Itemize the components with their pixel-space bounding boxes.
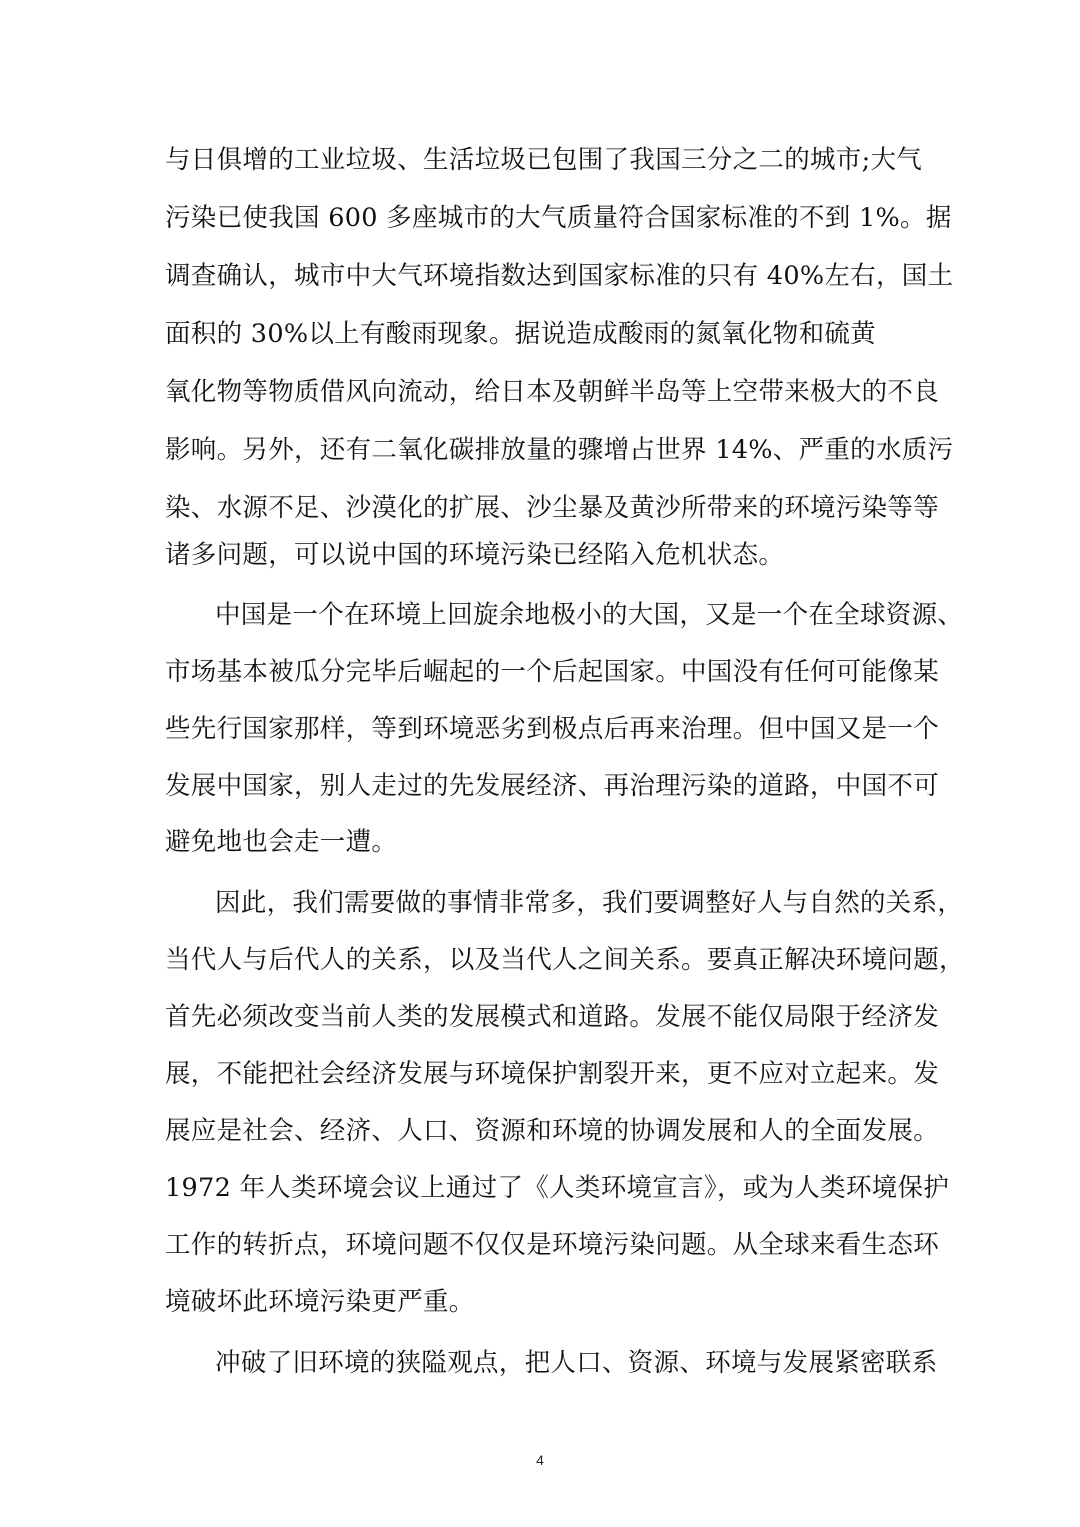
text-line: 染、水源不足、沙漠化的扩展、沙尘暴及黄沙所带来的环境污染等等 — [165, 493, 940, 523]
text-line: 1972 年人类环境会议上通过了《人类环境宣言》，或为人类环境保护 — [165, 1173, 950, 1203]
text-line: 当代人与后代人的关系，以及当代人之间关系。要真正解决环境问题， — [165, 945, 965, 975]
text-line: 避免地也会走一遭。 — [165, 827, 398, 857]
text-line: 发展中国家，别人走过的先发展经济、再治理污染的道路，中国不可 — [165, 771, 940, 801]
text-line: 与日俱增的工业垃圾、生活垃圾已包围了我国三分之二的城市;大气 — [165, 145, 923, 175]
text-line: 面积的 30%以上有酸雨现象。据说造成酸雨的氮氧化物和硫黄 — [165, 319, 876, 349]
text-line: 工作的转折点，环境问题不仅仅是环境污染问题。从全球来看生态环 — [165, 1230, 940, 1260]
text-line: 影响。另外，还有二氧化碳排放量的骤增占世界 14%、严重的水质污 — [165, 435, 954, 465]
text-line: 市场基本被瓜分完毕后崛起的一个后起国家。中国没有任何可能像某 — [165, 657, 940, 687]
text-line: 些先行国家那样，等到环境恶劣到极点后再来治理。但中国又是一个 — [165, 714, 940, 744]
text-line: 污染已使我国 600 多座城市的大气质量符合国家标准的不到 1%。据 — [165, 203, 952, 233]
text-line: 展应是社会、经济、人口、资源和环境的协调发展和人的全面发展。 — [165, 1116, 940, 1146]
text-line: 诸多问题，可以说中国的环境污染已经陷入危机状态。 — [165, 540, 785, 570]
paragraph-first-line: 冲破了旧环境的狭隘观点，把人口、资源、环境与发展紧密联系 — [215, 1348, 938, 1378]
text-line: 首先必须改变当前人类的发展模式和道路。发展不能仅局限于经济发 — [165, 1002, 940, 1032]
text-line: 展，不能把社会经济发展与环境保护割裂开来，更不应对立起来。发 — [165, 1059, 940, 1089]
text-line: 境破坏此环境污染更严重。 — [165, 1287, 475, 1317]
text-line: 调查确认，城市中大气环境指数达到国家标准的只有 40%左右，国土 — [165, 261, 954, 291]
page-number: 4 — [536, 1452, 544, 1468]
text-line: 氧化物等物质借风向流动，给日本及朝鲜半岛等上空带来极大的不良 — [165, 377, 940, 407]
paragraph-first-line: 因此，我们需要做的事情非常多，我们要调整好人与自然的关系， — [215, 888, 964, 918]
paragraph-first-line: 中国是一个在环境上回旋余地极小的大国，又是一个在全球资源、 — [215, 600, 964, 630]
